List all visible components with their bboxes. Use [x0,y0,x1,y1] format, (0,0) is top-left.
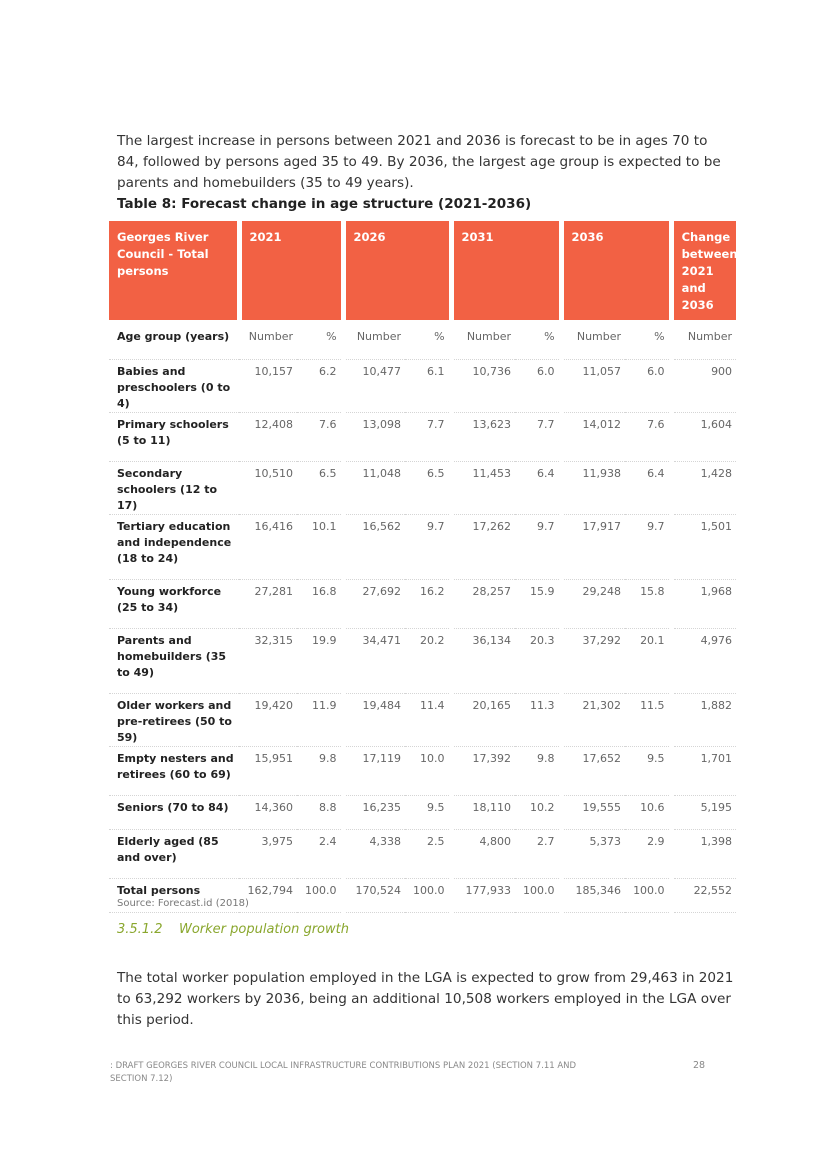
number-cell: 21,302 [561,694,625,747]
subheader-number: Number [671,320,736,360]
subheader-number: Number [451,320,515,360]
table-row [109,462,736,515]
percent-cell: 6.1 [405,360,451,413]
percent-cell: 11.9 [297,694,343,747]
row-label: Babies and preschoolers (0 to 4) [109,360,239,413]
percent-cell: 9.5 [625,747,671,796]
percent-cell: 6.4 [515,462,561,515]
age-structure-table [109,221,736,913]
table-header-row [109,221,736,320]
table-row [109,796,736,830]
header-2031: 2031 [451,221,561,320]
percent-cell: 20.3 [515,629,561,694]
row-label: Parents and homebuilders (35 to 49) [109,629,239,694]
percent-cell: 6.2 [297,360,343,413]
row-label: Elderly aged (85 and over) [109,830,239,879]
page-number: 28 [693,1060,706,1071]
number-cell: 19,420 [239,694,297,747]
number-cell: 185,346 [561,879,625,913]
percent-cell: 100.0 [515,879,561,913]
number-cell: 3,975 [239,830,297,879]
percent-cell: 2.7 [515,830,561,879]
header-area: Georges River Council - Total persons [109,221,239,320]
number-cell: 19,484 [343,694,405,747]
change-cell: 22,552 [671,879,736,913]
number-cell: 170,524 [343,879,405,913]
number-cell: 11,048 [343,462,405,515]
number-cell: 10,477 [343,360,405,413]
percent-cell: 9.8 [515,747,561,796]
row-label: Total persons [109,879,239,913]
percent-cell: 15.8 [625,580,671,629]
percent-cell: 6.0 [515,360,561,413]
subheader-percent: % [405,320,451,360]
number-cell: 17,392 [451,747,515,796]
number-cell: 13,098 [343,413,405,462]
header-2026: 2026 [343,221,451,320]
percent-cell: 100.0 [625,879,671,913]
number-cell: 13,623 [451,413,515,462]
table-row [109,580,736,629]
percent-cell: 9.7 [515,515,561,580]
number-cell: 29,248 [561,580,625,629]
percent-cell: 6.5 [405,462,451,515]
subheader-percent: % [625,320,671,360]
number-cell: 12,408 [239,413,297,462]
percent-cell: 10.0 [405,747,451,796]
number-cell: 4,338 [343,830,405,879]
header-2021: 2021 [239,221,343,320]
percent-cell: 11.4 [405,694,451,747]
intro-paragraph: The largest increase in persons between 2021 and 2036 is forecast to be in ages 70 to 84, followed by persons aged 35 to 49. By 2036, the largest age group is expected to be parents and homebuilders (35 to 49 years). [117,132,721,191]
number-cell: 16,416 [239,515,297,580]
number-cell: 162,794 [239,879,297,913]
number-cell: 27,281 [239,580,297,629]
table-row [109,694,736,747]
table-row [109,515,736,580]
table-row [109,747,736,796]
percent-cell: 16.8 [297,580,343,629]
row-label: Empty nesters and retirees (60 to 69) [109,747,239,796]
row-label: Secondary schoolers (12 to 17) [109,462,239,515]
number-cell: 17,917 [561,515,625,580]
percent-cell: 19.9 [297,629,343,694]
percent-cell: 100.0 [297,879,343,913]
number-cell: 28,257 [451,580,515,629]
number-cell: 11,057 [561,360,625,413]
percent-cell: 6.4 [625,462,671,515]
percent-cell: 6.5 [297,462,343,515]
subheader-age-group: Age group (years) [109,320,239,360]
percent-cell: 16.2 [405,580,451,629]
number-cell: 11,938 [561,462,625,515]
change-cell: 900 [671,360,736,413]
percent-cell: 10.2 [515,796,561,830]
subheader-percent: % [515,320,561,360]
percent-cell: 7.6 [625,413,671,462]
table-row [109,830,736,879]
number-cell: 11,453 [451,462,515,515]
table-source: Source: Forecast.id (2018) [117,898,249,909]
number-cell: 4,800 [451,830,515,879]
number-cell: 15,951 [239,747,297,796]
number-cell: 10,510 [239,462,297,515]
percent-cell: 2.4 [297,830,343,879]
percent-cell: 2.9 [625,830,671,879]
subheader-number: Number [561,320,625,360]
change-cell: 1,398 [671,830,736,879]
percent-cell: 2.5 [405,830,451,879]
change-cell: 5,195 [671,796,736,830]
table-row [109,413,736,462]
percent-cell: 8.8 [297,796,343,830]
number-cell: 14,012 [561,413,625,462]
percent-cell: 15.9 [515,580,561,629]
number-cell: 34,471 [343,629,405,694]
percent-cell: 7.7 [405,413,451,462]
number-cell: 19,555 [561,796,625,830]
row-label: Young workforce (25 to 34) [109,580,239,629]
header-2036: 2036 [561,221,671,320]
number-cell: 18,110 [451,796,515,830]
percent-cell: 9.5 [405,796,451,830]
number-cell: 17,652 [561,747,625,796]
number-cell: 37,292 [561,629,625,694]
percent-cell: 20.2 [405,629,451,694]
number-cell: 36,134 [451,629,515,694]
table-title: Table 8: Forecast change in age structure (2021-2036) [117,196,532,212]
subheader-number: Number [239,320,297,360]
worker-growth-paragraph: The total worker population employed in the LGA is expected to grow from 29,463 in 2021 to 63,292 workers by 2036, being an additional 10,508 workers employed in the LGA over this period. [117,969,734,1028]
percent-cell: 9.8 [297,747,343,796]
subheader-percent: % [297,320,343,360]
percent-cell: 100.0 [405,879,451,913]
header-change: Change between 2021 and 2036 [671,221,736,320]
row-label: Seniors (70 to 84) [109,796,239,830]
number-cell: 177,933 [451,879,515,913]
section-number: 3.5.1.2 [117,922,163,937]
row-label: Primary schoolers (5 to 11) [109,413,239,462]
number-cell: 32,315 [239,629,297,694]
section-heading: Worker population growth [179,922,349,937]
number-cell: 17,119 [343,747,405,796]
table-subheader-row [109,320,736,360]
percent-cell: 10.1 [297,515,343,580]
change-cell: 1,701 [671,747,736,796]
number-cell: 5,373 [561,830,625,879]
page-footer: : DRAFT GEORGES RIVER COUNCIL LOCAL INFRASTRUCTURE CONTRIBUTIONS PLAN 2021 (SECTION 7.11 AND SECTION 7.12) [110,1061,577,1084]
percent-cell: 9.7 [625,515,671,580]
change-cell: 1,882 [671,694,736,747]
row-label: Older workers and pre-retirees (50 to 59) [109,694,239,747]
change-cell: 1,604 [671,413,736,462]
change-cell: 1,501 [671,515,736,580]
number-cell: 16,562 [343,515,405,580]
number-cell: 27,692 [343,580,405,629]
table-row [109,360,736,413]
percent-cell: 11.3 [515,694,561,747]
percent-cell: 9.7 [405,515,451,580]
percent-cell: 10.6 [625,796,671,830]
change-cell: 1,428 [671,462,736,515]
subheader-number: Number [343,320,405,360]
number-cell: 16,235 [343,796,405,830]
change-cell: 1,968 [671,580,736,629]
number-cell: 20,165 [451,694,515,747]
percent-cell: 11.5 [625,694,671,747]
percent-cell: 20.1 [625,629,671,694]
number-cell: 14,360 [239,796,297,830]
number-cell: 17,262 [451,515,515,580]
change-cell: 4,976 [671,629,736,694]
percent-cell: 6.0 [625,360,671,413]
percent-cell: 7.6 [297,413,343,462]
number-cell: 10,157 [239,360,297,413]
number-cell: 10,736 [451,360,515,413]
percent-cell: 7.7 [515,413,561,462]
row-label: Tertiary education and independence (18 to 24) [109,515,239,580]
table-row [109,629,736,694]
